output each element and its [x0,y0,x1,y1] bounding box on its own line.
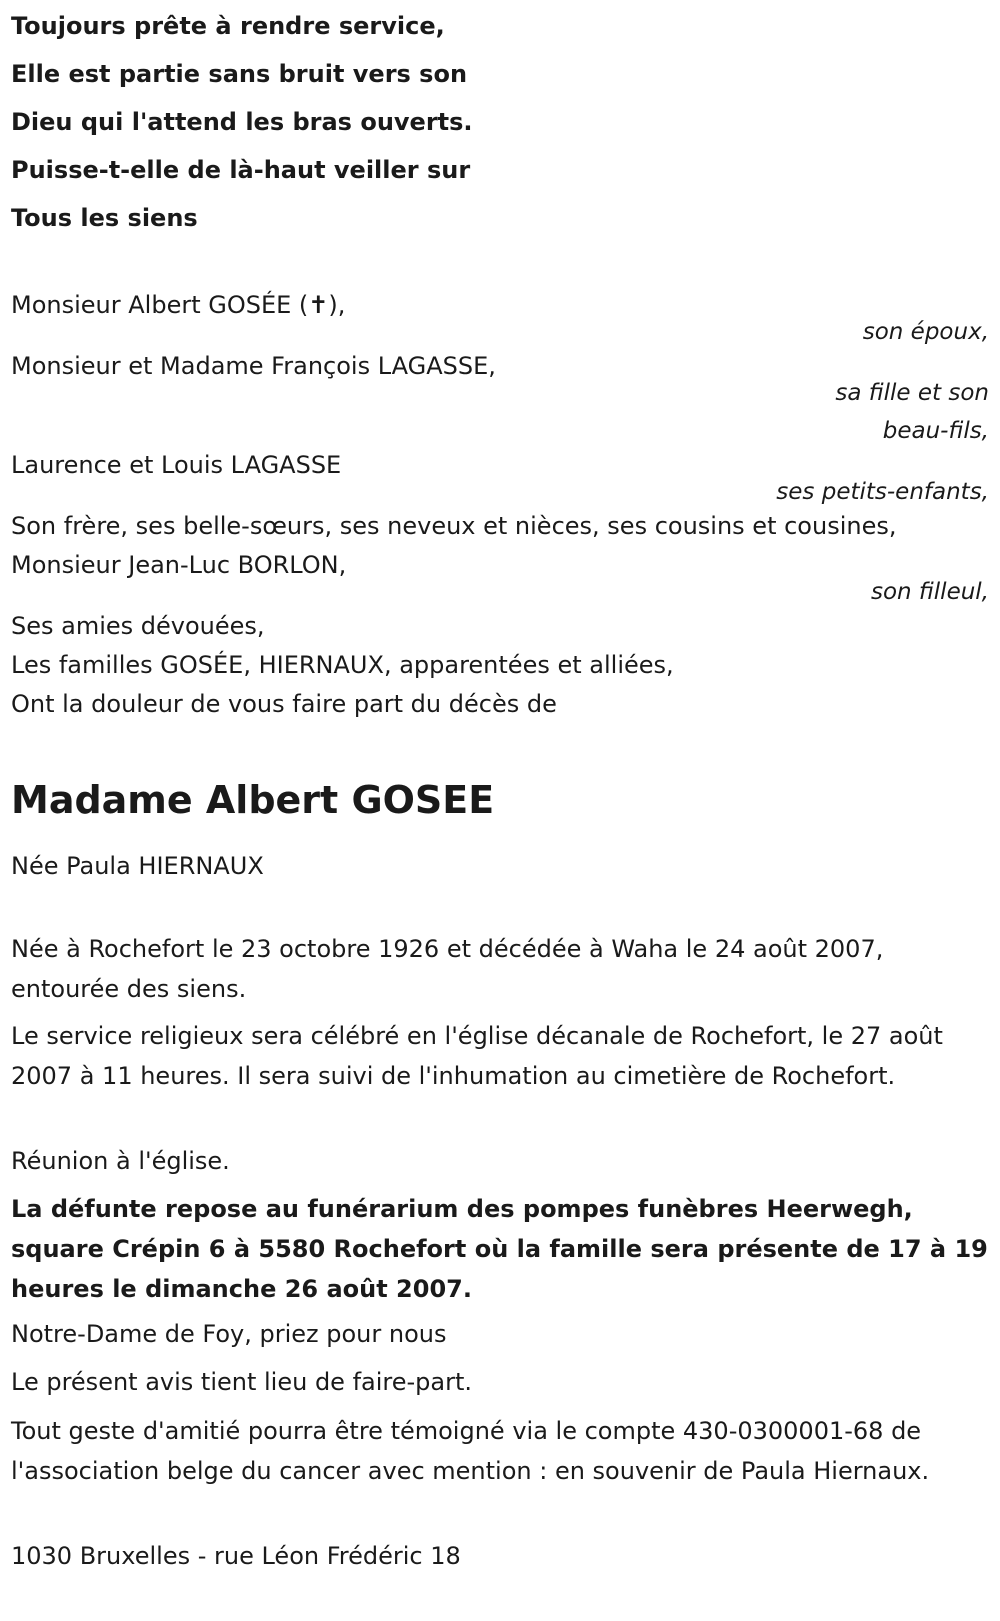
birth-death-text: Née à Rochefort le 23 octobre 1926 et décédée à Waha le 24 août 2007, entourée des siens. [11,935,884,1003]
family-announce: Ont la douleur de vous faire part du décès de [11,690,557,718]
funerarium-text: La défunte repose au funérarium des pompes funèbres Heerwegh, square Crépin 6 à 5580 Rochefort où la famille sera présente de 17 à 19 heures le dimanche 26 août 2007. [11,1195,988,1303]
meeting-text: Réunion à l'église. [11,1147,230,1175]
role-grandchildren: ses petits-enfants, [776,479,989,505]
role-daughter-2: beau-fils, [882,418,989,444]
role-daughter-1: sa fille et son [835,380,989,406]
family-godson: Monsieur Jean-Luc BORLON, [11,551,347,579]
family-families: Les familles GOSÉE, HIERNAUX, apparentées et alliées, [11,651,674,679]
deceased-maiden-name: Née Paula HIERNAUX [11,852,264,880]
family-husband: Monsieur Albert GOSÉE (✝), [11,291,346,319]
family-daughter: Monsieur et Madame François LAGASSE, [11,352,496,380]
family-siblings: Son frère, ses belle-sœurs, ses neveux et nièces, ses cousins et cousines, [11,512,897,540]
notice-text: Le présent avis tient lieu de faire-part. [11,1368,473,1396]
address-text: 1030 Bruxelles - rue Léon Frédéric 18 [11,1542,461,1570]
role-husband: son époux, [862,319,989,345]
poem-line-4: Puisse-t-elle de là-haut veiller sur [11,156,471,184]
poem-line-5: Tous les siens [11,204,198,232]
poem-line-3: Dieu qui l'attend les bras ouverts. [11,108,473,136]
role-godson: son filleul, [870,579,989,605]
family-grandchildren: Laurence et Louis LAGASSE [11,451,342,479]
family-friends: Ses amies dévouées, [11,612,265,640]
prayer-text: Notre-Dame de Foy, priez pour nous [11,1320,447,1348]
donation-text: Tout geste d'amitié pourra être témoigné via le compte 430-0300001-68 de l'association belge du cancer avec mention : en souvenir de Paula Hiernaux. [11,1417,930,1485]
deceased-name: Madame Albert GOSEE [11,778,495,822]
poem-line-1: Toujours prête à rendre service, [11,12,445,40]
service-text: Le service religieux sera célébré en l'église décanale de Rochefort, le 27 août 2007 à 11 heures. Il sera suivi de l'inhumation au cimetière de Rochefort. [11,1022,943,1090]
poem-line-2: Elle est partie sans bruit vers son [11,60,468,88]
